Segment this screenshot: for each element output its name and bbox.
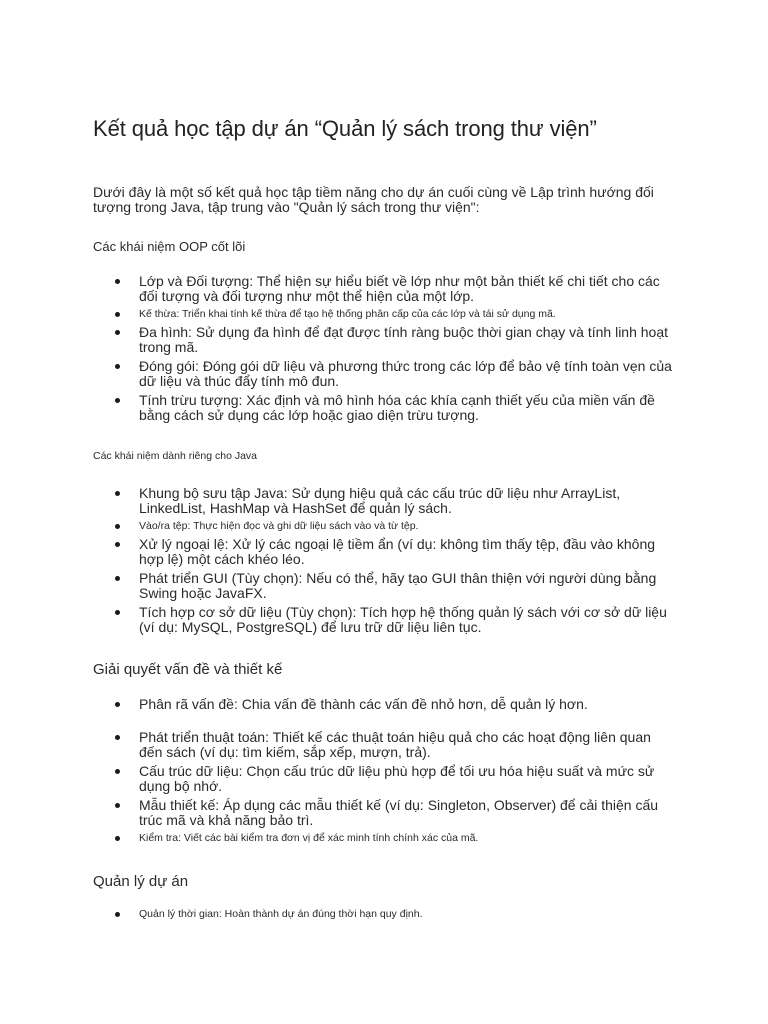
bullet-icon bbox=[115, 769, 120, 774]
list-oop-core bbox=[93, 274, 673, 427]
bullet-icon bbox=[115, 398, 120, 403]
list-java-specific bbox=[93, 486, 673, 639]
list-item: Phát triển GUI (Tùy chọn): Nếu có thể, hãy tạo GUI thân thiện với người dùng bằng Swing hoặc JavaFX. bbox=[93, 571, 673, 601]
list-item: Kế thừa: Triển khai tính kế thừa để tạo hệ thống phân cấp của các lớp và tái sử dụng mã. bbox=[93, 308, 673, 321]
bullet-icon bbox=[115, 364, 120, 369]
bullet-icon bbox=[115, 491, 120, 496]
bullet-icon bbox=[115, 912, 120, 917]
list-item: Phát triển thuật toán: Thiết kế các thuật toán hiệu quả cho các hoạt động liên quan đến sách (ví dụ: tìm kiếm, sắp xếp, mượn, trả). bbox=[93, 730, 673, 760]
list-item: Vào/ra tệp: Thực hiện đọc và ghi dữ liệu sách vào và từ tệp. bbox=[93, 520, 673, 533]
bullet-icon bbox=[115, 279, 120, 284]
list-item: Đa hình: Sử dụng đa hình để đạt được tính ràng buộc thời gian chạy và tính linh hoạt trong mã. bbox=[93, 325, 673, 355]
list-item: Quản lý thời gian: Hoàn thành dự án đúng thời hạn quy định. bbox=[93, 908, 673, 921]
section-heading-oop-core: Các khái niệm OOP cốt lõi bbox=[93, 239, 246, 254]
section-heading-problem-solving: Giải quyết vấn đề và thiết kế bbox=[93, 661, 283, 678]
list-item: Mẫu thiết kế: Áp dụng các mẫu thiết kế (ví dụ: Singleton, Observer) để cải thiện cấu trúc mã và khả năng bảo trì. bbox=[93, 798, 673, 828]
page-title: Kết quả học tập dự án “Quản lý sách trong thư viện” bbox=[93, 116, 597, 141]
bullet-icon bbox=[115, 542, 120, 547]
bullet-icon bbox=[115, 702, 120, 707]
list-item: Tính trừu tượng: Xác định và mô hình hóa các khía cạnh thiết yếu của miền vấn đề bằng cách sử dụng các lớp hoặc giao diện trừu tượng. bbox=[93, 393, 673, 423]
list-item: Khung bộ sưu tập Java: Sử dụng hiệu quả các cấu trúc dữ liệu như ArrayList, LinkedList, HashMap và HashSet để quản lý sách. bbox=[93, 486, 673, 516]
bullet-icon bbox=[115, 524, 120, 529]
list-problem-solving bbox=[93, 697, 673, 849]
section-heading-project-management: Quản lý dự án bbox=[93, 873, 189, 890]
bullet-icon bbox=[115, 610, 120, 615]
list-project-management bbox=[93, 908, 673, 925]
intro-paragraph: Dưới đây là một số kết quả học tập tiềm năng cho dự án cuối cùng về Lập trình hướng đối tượng trong Java, tập trung vào "Quản lý sách trong thư viện": bbox=[93, 184, 654, 215]
list-item: Xử lý ngoại lệ: Xử lý các ngoại lệ tiềm ẩn (ví dụ: không tìm thấy tệp, đầu vào không hợp lệ) một cách khéo léo. bbox=[93, 537, 673, 567]
bullet-icon bbox=[115, 312, 120, 317]
list-item: Phân rã vấn đề: Chia vấn đề thành các vấn đề nhỏ hơn, dễ quản lý hơn. bbox=[93, 697, 673, 712]
list-item: Đóng gói: Đóng gói dữ liệu và phương thức trong các lớp để bảo vệ tính toàn vẹn của dữ liệu và thúc đẩy tính mô đun. bbox=[93, 359, 673, 389]
list-item: Tích hợp cơ sở dữ liệu (Tùy chọn): Tích hợp hệ thống quản lý sách với cơ sở dữ liệu (ví dụ: MySQL, PostgreSQL) để lưu trữ dữ liệu liên tục. bbox=[93, 605, 673, 635]
bullet-icon bbox=[115, 576, 120, 581]
list-item: Cấu trúc dữ liệu: Chọn cấu trúc dữ liệu phù hợp để tối ưu hóa hiệu suất và mức sử dụng bộ nhớ. bbox=[93, 764, 673, 794]
bullet-icon bbox=[115, 836, 120, 841]
bullet-icon bbox=[115, 803, 120, 808]
section-heading-java-specific: Các khái niệm dành riêng cho Java bbox=[93, 450, 258, 462]
bullet-icon bbox=[115, 735, 120, 740]
bullet-icon bbox=[115, 330, 120, 335]
list-item: Lớp và Đối tượng: Thể hiện sự hiểu biết về lớp như một bản thiết kế chi tiết cho các đối tượng và đối tượng như một thể hiện của một lớp. bbox=[93, 274, 673, 304]
list-item: Kiểm tra: Viết các bài kiểm tra đơn vị để xác minh tính chính xác của mã. bbox=[93, 832, 673, 845]
